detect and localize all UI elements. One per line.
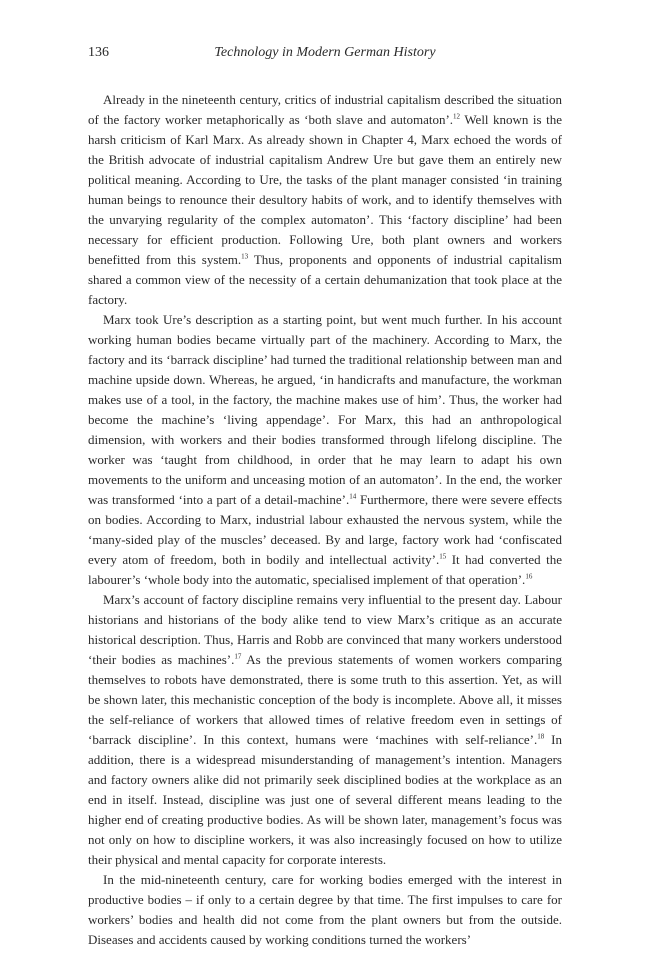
- text-run: Thus, proponents and opponents of industrial capitalism shared a common view of the necessity of a certain dehumanization that took place at the factory.: [88, 252, 563, 307]
- paragraph: [88, 870, 562, 950]
- page-number: 136: [88, 45, 109, 60]
- footnote-marker[interactable]: 18: [537, 732, 545, 741]
- text-run: In addition, there is a widespread misunderstanding of management’s intention. Managers and factory owners alike did not primarily seek disciplined bodies at the workplace as an end in itself. Instead, discipline was just one of several different means leading to the higher end of creating productive bodies. As will be shown later, management’s focus was not only on how to discipline workers, it was also increasingly focused on how to utilize their physical and mental capacity for corporate interests.: [88, 732, 562, 867]
- text-run: Well known is the harsh criticism of Karl Marx. As already shown in Chapter 4, Marx echoed the words of the British advocate of industrial capitalism Andrew Ure but gave them an entirely new political meaning. According to Ure, the tasks of the plant manager consisted ‘in training human beings to renounce their desultory habits of work, and to identify themselves with the unvarying regularity of the complex automaton’. This ‘factory discipline’ had been necessary for efficient production. Following Ure, both plant owners and workers benefitted from this system.: [88, 112, 562, 267]
- text-run: Marx’s account of factory discipline remains very influential to the present day. Labour historians and historians of the body alike tend to view Marx’s critique as an accurate historical description. Thus, Harris and Robb are convinced that many workers understood ‘their bodies as machines’.: [88, 592, 562, 667]
- footnote-marker[interactable]: 17: [234, 652, 242, 661]
- body-text: [88, 90, 562, 950]
- paragraph: [88, 90, 562, 310]
- running-head: Technology in Modern German History: [214, 45, 436, 60]
- text-run: It had converted the labourer’s ‘whole body into the automatic, specialised implement of that operation’.: [88, 552, 563, 587]
- text-run: As the previous statements of women workers comparing themselves to robots have demonstrated, there is some truth to this assertion. Yet, as will be shown later, this mechanistic conception of the body is incomplete. Above all, it misses the self-reliance of workers that allowed times of relative freedom even in settings of ‘barrack discipline’. In this context, humans were ‘machines with self-reliance’.: [88, 652, 562, 747]
- footnote-marker[interactable]: 15: [439, 552, 447, 561]
- footnote-marker[interactable]: 16: [525, 572, 533, 581]
- paragraph: [88, 590, 562, 870]
- page-header: [88, 44, 562, 62]
- text-run: Furthermore, there were severe effects on bodies. According to Marx, industrial labour exhausted the nervous system, while the ‘many-sided play of the muscles’ deceased. By and large, factory work had ‘confiscated every atom of freedom, both in bodily and intellectual activity’.: [88, 492, 562, 567]
- text-run: Marx took Ure’s description as a starting point, but went much further. In his account working human bodies became virtually part of the machinery. According to Marx, the factory and its ‘barrack discipline’ had turned the traditional relationship between man and machine upside down. Whereas, he argued, ‘in handicrafts and manufacture, the workman makes use of a tool, in the factory, the machine makes use of him’. Thus, the worker had become the machine’s ‘living appendage’. For Marx, this had an anthropological dimension, with workers and their bodies transformed through lifelong discipline. The worker was ‘taught from childhood, in order that he may learn to adapt his own movements to the uniform and unceasing motion of an automaton’. In the end, the worker was transformed ‘into a part of a detail-machine’.: [88, 312, 562, 507]
- text-run: Already in the nineteenth century, critics of industrial capitalism described the situation of the factory worker metaphorically as ‘both slave and automaton’.: [88, 92, 562, 127]
- footnote-marker[interactable]: 14: [349, 492, 357, 501]
- text-run: In the mid-nineteenth century, care for working bodies emerged with the interest in productive bodies – if only to a certain degree by that time. The first impulses to care for workers’ bodies and health did not come from the plant owners but from the outside. Diseases and accidents caused by working conditions turned the workers’: [88, 872, 562, 947]
- footnote-marker[interactable]: 13: [241, 252, 249, 261]
- footnote-marker[interactable]: 12: [453, 112, 461, 121]
- paragraph: [88, 310, 562, 590]
